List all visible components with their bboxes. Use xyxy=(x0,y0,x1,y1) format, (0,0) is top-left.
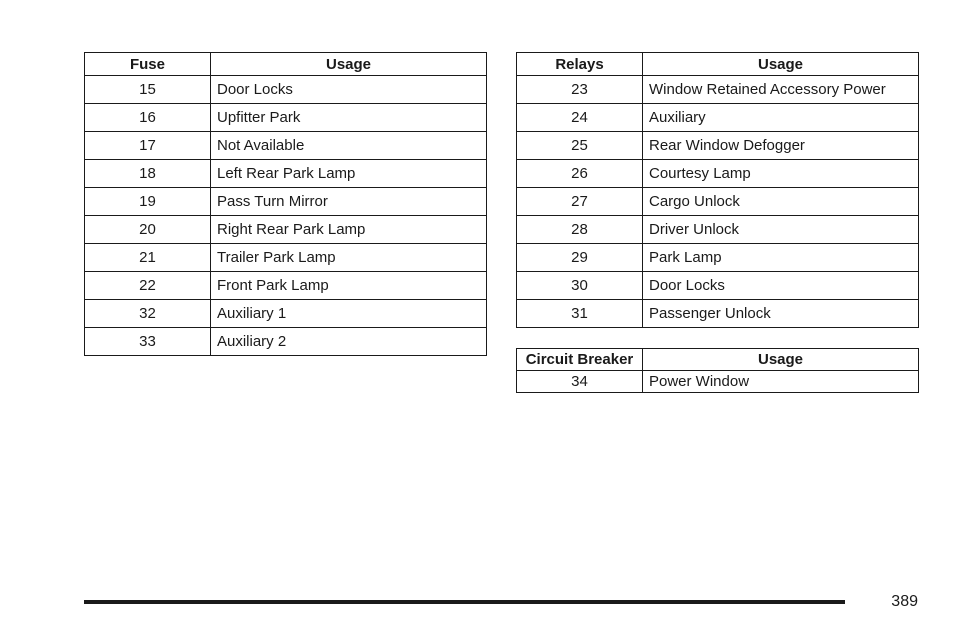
number-cell: 30 xyxy=(517,272,643,300)
relays-table-body xyxy=(517,76,919,328)
table-row xyxy=(517,132,919,160)
table-header-row xyxy=(85,53,487,76)
footer-rule xyxy=(84,600,845,604)
table-row xyxy=(85,216,487,244)
number-cell: 26 xyxy=(517,160,643,188)
table-row xyxy=(85,188,487,216)
usage-cell: Door Locks xyxy=(643,272,919,300)
table-row xyxy=(85,328,487,356)
number-cell: 34 xyxy=(517,371,643,393)
table-row xyxy=(517,160,919,188)
table-row xyxy=(517,272,919,300)
number-cell: 23 xyxy=(517,76,643,104)
column-header-usage: Usage xyxy=(643,349,919,371)
number-cell: 29 xyxy=(517,244,643,272)
usage-cell: Auxiliary 2 xyxy=(211,328,487,356)
number-cell: 21 xyxy=(85,244,211,272)
usage-cell: Window Retained Accessory Power xyxy=(643,76,919,104)
number-cell: 18 xyxy=(85,160,211,188)
usage-cell: Power Window xyxy=(643,371,919,393)
table-header-row xyxy=(517,53,919,76)
number-cell: 19 xyxy=(85,188,211,216)
table-row xyxy=(85,244,487,272)
table-row xyxy=(85,132,487,160)
usage-cell: Auxiliary xyxy=(643,104,919,132)
table-row xyxy=(517,104,919,132)
fuse-table xyxy=(84,52,487,356)
usage-cell: Courtesy Lamp xyxy=(643,160,919,188)
usage-cell: Auxiliary 1 xyxy=(211,300,487,328)
number-cell: 31 xyxy=(517,300,643,328)
relays-table xyxy=(516,52,919,328)
usage-cell: Front Park Lamp xyxy=(211,272,487,300)
table-row xyxy=(85,104,487,132)
column-header-relays: Relays xyxy=(517,53,643,76)
table-row xyxy=(517,76,919,104)
usage-cell: Driver Unlock xyxy=(643,216,919,244)
page-number: 389 xyxy=(891,593,918,610)
number-cell: 20 xyxy=(85,216,211,244)
table-row xyxy=(517,216,919,244)
usage-cell: Pass Turn Mirror xyxy=(211,188,487,216)
circuit-breaker-table xyxy=(516,348,919,393)
table-header-row xyxy=(517,349,919,371)
usage-cell: Door Locks xyxy=(211,76,487,104)
number-cell: 28 xyxy=(517,216,643,244)
table-row xyxy=(85,160,487,188)
table-row xyxy=(517,371,919,393)
usage-cell: Cargo Unlock xyxy=(643,188,919,216)
number-cell: 33 xyxy=(85,328,211,356)
usage-cell: Upfitter Park xyxy=(211,104,487,132)
table-row xyxy=(85,272,487,300)
table-row xyxy=(517,300,919,328)
number-cell: 27 xyxy=(517,188,643,216)
table-row xyxy=(517,244,919,272)
usage-cell: Trailer Park Lamp xyxy=(211,244,487,272)
number-cell: 15 xyxy=(85,76,211,104)
number-cell: 17 xyxy=(85,132,211,160)
column-header-fuse: Fuse xyxy=(85,53,211,76)
column-header-usage: Usage xyxy=(211,53,487,76)
usage-cell: Left Rear Park Lamp xyxy=(211,160,487,188)
usage-cell: Rear Window Defogger xyxy=(643,132,919,160)
column-header-usage: Usage xyxy=(643,53,919,76)
usage-cell: Passenger Unlock xyxy=(643,300,919,328)
number-cell: 22 xyxy=(85,272,211,300)
circuit-breaker-table-body xyxy=(517,371,919,393)
table-row xyxy=(85,300,487,328)
number-cell: 32 xyxy=(85,300,211,328)
table-row xyxy=(517,188,919,216)
table-row xyxy=(85,76,487,104)
column-header-circuit-breaker: Circuit Breaker xyxy=(517,349,643,371)
usage-cell: Right Rear Park Lamp xyxy=(211,216,487,244)
number-cell: 16 xyxy=(85,104,211,132)
number-cell: 25 xyxy=(517,132,643,160)
fuse-table-body xyxy=(85,76,487,356)
usage-cell: Park Lamp xyxy=(643,244,919,272)
usage-cell: Not Available xyxy=(211,132,487,160)
number-cell: 24 xyxy=(517,104,643,132)
